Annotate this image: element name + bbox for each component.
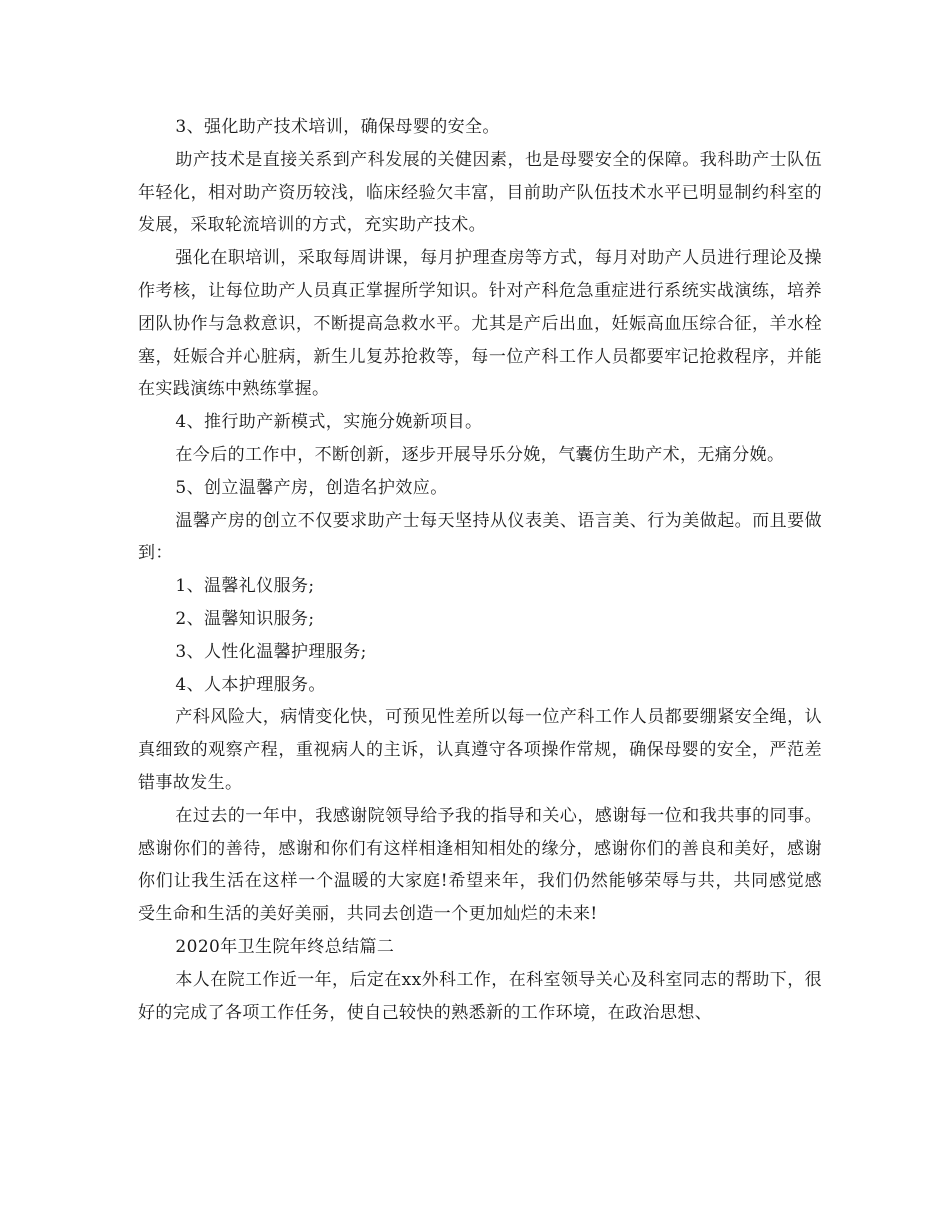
paragraph-midwifery-technique: 助产技术是直接关系到产科发展的关健因素，也是母婴安全的保障。我科助产士队伍年轻化，相对助产资历较浅，临床经验欠丰富，目前助产队伍技术水平已明显制约科室的发展，采取轮流培训的方式，充实助产技术。 (138, 149, 822, 236)
paragraph-warm-delivery-room: 温馨产房的创立不仅要求助产士每天坚持从仪表美、语言美、行为美做起。而且要做到： (138, 510, 822, 564)
document-body (138, 111, 822, 1029)
list-item-people-oriented-care: 4、人本护理服务。 (175, 674, 326, 695)
paragraph-in-service-training: 强化在职培训，采取每周讲课，每月护理查房等方式，每月对助产人员进行理论及操作考核，让每位助产人员真正掌握所学知识。针对产科危急重症进行系统实战演练，培养团队协作与急救意识，不断提高急救水平。尤其是产后出血，妊娠高血压综合征，羊水栓塞，妊娠合并心脏病，新生儿复苏抢救等，每一位产科工作人员都要牢记抢救程序，并能在实践演练中熟练掌握。 (138, 248, 822, 400)
paragraph-gratitude: 在过去的一年中，我感谢院领导给予我的指导和关心，感谢每一位和我共事的同事。感谢你们的善待，感谢和你们有这样相逢相知相处的缘分，感谢你们的善良和美好，感谢你们让我生活在这样一个温暖的大家庭!希望来年，我们仍然能够荣辱与共，共同感觉感受生命和生活的美好美丽，共同去创造一个更加灿烂的未来! (138, 805, 822, 925)
list-item-etiquette-service: 1、温馨礼仪服务; (175, 576, 315, 597)
paragraph-item-4-heading: 4、推行助产新模式，实施分娩新项目。 (175, 412, 483, 433)
paragraph-obstetric-risk: 产科风险大，病情变化快，可预见性差所以每一位产科工作人员都要绷紧安全绳，认真细致的观察产程，重视病人的主诉，认真遵守各项操作常规，确保母婴的安全，严范差错事故发生。 (138, 707, 822, 793)
section-heading-part-two: 2020年卫生院年终总结篇二 (175, 936, 395, 957)
paragraph-future-work: 在今后的工作中，不断创新，逐步开展导乐分娩，气囊仿生助产术，无痛分娩。 (175, 444, 785, 465)
list-item-knowledge-service: 2、温馨知识服务; (175, 608, 315, 629)
list-item-humanized-care: 3、人性化温馨护理服务; (175, 641, 367, 662)
paragraph-item-5-heading: 5、创立温馨产房，创造名护效应。 (175, 477, 448, 498)
paragraph-part-two-intro: 本人在院工作近一年，后定在xx外科工作，在科室领导关心及科室同志的帮助下，很好的完成了各项工作任务，使自己较快的熟悉新的工作环境，在政治思想、 (138, 969, 822, 1023)
paragraph-item-3-heading: 3、强化助产技术培训，确保母婴的安全。 (175, 117, 500, 137)
